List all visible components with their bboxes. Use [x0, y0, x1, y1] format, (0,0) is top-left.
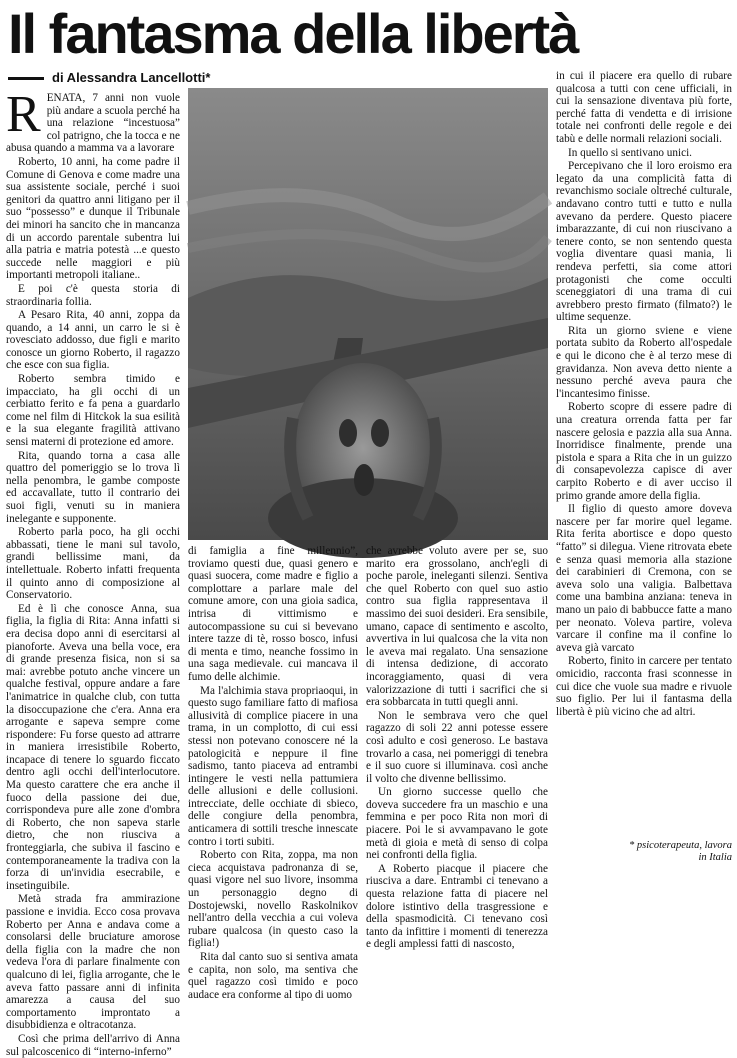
byline	[8, 69, 210, 87]
paragraph: di famiglia a fine millennio”, troviamo questi due, quasi genero e quasi suocera, come madre e figlio a complottare a parlare male del comune amore, con una gioia sadica, intrisa di vittimismo e autocompassione su cui si bevevano intere tazze di tè, rosso bosco, infusi di menta e timo, neanche fossimo in una saga medievale. cui mancava il fumo delle alchimie.	[188, 545, 358, 683]
column-1	[6, 86, 180, 1058]
paragraph: Roberto parla poco, ha gli occhi abbassati, tiene le mani sul tavolo, grandi bellissime mani, da intellettuale. Roberto infatti frequenta il quinto anno di composizione al Conservatorio.	[6, 526, 180, 602]
paragraph: Rita, quando torna a casa alle quattro del pomeriggio se lo trova lì nella penombra, le gambe composte ed accavallate, tutto il contrario dei suoi figli, venuti su in maniera inelegante e supponente.	[6, 449, 180, 525]
paragraph: Roberto sembra timido e impacciato, ha gli occhi di un cerbiatto ferito e fa pena a guardarlo come nel film di Hitckok la sua esilità e la sua elegante fragilità attivano sensi materni di protezione ed amore.	[6, 373, 180, 449]
author-footnote	[590, 840, 732, 864]
byline-text: di Alessandra Lancellotti*	[52, 70, 211, 85]
paragraph: Percepivano che il loro eroismo era legato da una complicità fatta di revanchismo sociale oltreché culturale, andavano contro tutti e tutto e nulla avevano da perdere. Questo piacere imbarazzante, di cui non riuscivano a tenere conto, se non sentendo questa voglia diventare quasi mania, li rendeva perfetti, sia come attori protagonisti che come occulti sceneggiatori di una trama di cui avrebbero presto firmato (filmato?) le ultime sequenze.	[556, 160, 732, 324]
paragraph: Non le sembrava vero che quel ragazzo di soli 22 anni potesse essere così adulto e così generoso. Le bastava trovarlo a casa, nei pomeriggi di tenebra e il suo cuore si illuminava. così anche il volto che divenne bellissimo.	[366, 709, 548, 785]
column-3	[366, 545, 548, 951]
paragraph: E poi c'è questa storia di straordinaria follia.	[6, 282, 180, 308]
paragraph	[6, 86, 180, 155]
paragraph: Così che prima dell'arrivo di Anna sul palcoscenico di “interno-inferno”	[6, 1032, 180, 1058]
paragraph: in cui il piacere era quello di rubare qualcosa a tutti con cene ufficiali, in cui la sensazione diventava più forte, perché fatta di vendetta e di irrisione totale nei confronti delle regole e dei tabù e delle normali relazioni sociali.	[556, 70, 732, 145]
paragraph: Un giorno successe quello che doveva succedere fra un maschio e una femmina e per poco Rita non morì di piacere. Poi le si avvampavano le gote metà di gioia e metà di senso di colpa nei confronti della figlia.	[366, 786, 548, 862]
byline-rule	[8, 77, 44, 80]
footnote-line: * psicoterapeuta, lavora	[629, 840, 732, 851]
footnote-line: in Italia	[698, 852, 732, 863]
drop-cap: R	[6, 86, 41, 143]
paragraph: Ed è lì che conosce Anna, sua figlia, la figlia di Rita: Anna infatti si era decisa dopo anni di esercitarsi al pianoforte. Aveva una bella voce, era di grande presenza fisica, non si sa mai: avrebbe potuto anche vincere un qualche festival, oppure andare a fare l'animatrice in qualche club, con tutta la disoccupazione che c'era. Anna era arrogante e sapeva sempre come rispondere: Fu forse questo ad attrarre in maniera irresistibile Roberto, incapace di tenere lo sguardo ficcato dentro agli occhi dell'interlocutore. Ma questo carattere che era anche il fuoco della passione dei due, corrispondeva pure alle zone d'ombra di Roberto, che non sapeva starle dietro, che non riusciva a fronteggiarla, che subiva il fascino e contemporaneamente la tradiva con la forza di un'invidia esecrabile, e insetinguibile.	[6, 602, 180, 892]
illustration-painting	[188, 88, 548, 540]
paragraph: Roberto con Rita, zoppa, ma non cieca acquistava padronanza di se, quasi vigore nel suo livore, insomma un personaggio degno di Dostojewski, novello Raskolnikov nell'antro della vecchia a cui voleva rubare qualcosa (in questo caso la figlia!)	[188, 849, 358, 950]
paragraph: A Roberto piacque il piacere che riusciva a dare. Entrambi ci tenevano a questa relazione fatta di piacere nel dolore istintivo della trasgressione e della spasmodicità. Ci tenevano così tanto da infittire i momenti di tenerezza e degli amplessi fatti di nascosto,	[366, 862, 548, 951]
paragraph: Il figlio di questo amore doveva nascere per far morire quel legame. Rita ferita abortisce e dopo questo “fatto” si dilegua. Viene ritrovata ebete e senza quasi memoria alla stazione dei carabinieri di Cremona, con se aveva solo una valigia. Balbettava come una bambina anziana: teneva in mano un paio di babbucce fatte a mano per neonato. Voleva partire, voleva varcare il confine ma il confine lo aveva già varcato	[556, 503, 732, 654]
paragraph: Ma l'alchimia stava propriaoqui, in questo sugo familiare fatto di mafiosa allusività di complice piacere in una trama, in un complotto, di cui essi stessi non potevano conoscere né la patologicità e neppure il fine sadismo, tanto piaceva ad entrambi intingere le vesti nella pattumiera delle allusioni e delle collusioni. intrecciate, delle occhiate di sbieco, delle congiure della penombra, anticamera di sottili tresche innescate contro i torti subiti.	[188, 684, 358, 848]
paragraph-text: ENATA, 7 anni non vuole più andare a scuola perché ha una relazione “incestuosa” col patrigno, che la tocca e ne abusa quando a mamma va a lavorare	[6, 92, 180, 155]
paragraph: Roberto, finito in carcere per tentato omicidio, racconta frasi sconnesse in cui dice che vuole sua madre e rivuole suo figlio. Per lui il fantasma della libertà è più vicino che ad altri.	[556, 655, 732, 718]
article-title: Il fantasma della libertà	[8, 2, 578, 65]
paragraph: Roberto, 10 anni, ha come padre il Comune di Genova e come madre una sua assistente sociale, perché i suoi genitori da quattro anni litigano per il suo “possesso” e dunque il Tribunale dei minori ha sancito che in mancanza di un accordo parentale subentra lui alla patria e matria potestà ...e questo succede nelle maggiori e più importanti metropoli italiane..	[6, 155, 180, 282]
paragraph: che avrebbe voluto avere per se, suo marito era grossolano, anch'egli di poche parole, ineleganti silenzi. Sentiva che quel Roberto con quel suo astio contro sua figlia rappresentava il massimo dei suoi desideri. Era sensibile, umano, capace di sentimento e ascolto, avvertiva in lui qualcosa che la vita non le aveva mai regalato. Una sensazione di intensa dedizione, di accorato incoraggiamento, quasi di vera valorizzazione di tutti i sacrifici che si era sobbarcata in tutti quegli anni.	[366, 545, 548, 709]
column-4	[556, 70, 732, 800]
painting-image	[188, 88, 548, 540]
paragraph: In quello si sentivano unici.	[568, 146, 692, 159]
paragraph: Rita un giorno sviene e viene portata subito da Roberto all'ospedale e qui le dicono che è al terzo mese di gravidanza. Non aveva detto niente a nessuno perché aveva paura che l'incantesimo finisse.	[556, 324, 732, 400]
paragraph: Metà strada fra ammirazione passione e invidia. Ecco cosa provava Roberto per Anna e andava come a consolarsi delle bruciature amorose della figlia con la madre che non vedeva l'ora di parlare finalmente con qualcuno di lei, figlia arrogante, che le aveva fatto passare anni di infinita amarezza a causa del suo comportamento improntato a disubbidienza e oltracotanza.	[6, 893, 180, 1032]
paragraph: Roberto scopre di essere padre di una creatura orrenda fatta per far nascere gelosia e pazzia alla sua Anna. Inorridisce finalmente, prende una pistola e spara a Rita che in un guizzo di consapevolezza capisce di aver carpito Roberto e di aver ucciso il primo grande amore della figlia.	[556, 401, 732, 502]
paragraph: A Pesaro Rita, 40 anni, zoppa da quando, a 14 anni, un carro le si è rovesciato addosso, due figli e marito conosce un giorno Roberto, il ragazzo che esce con sua figlia.	[6, 309, 180, 372]
paragraph: Rita dal canto suo si sentiva amata e capita, non solo, ma sentiva che quel ragazzo così timido e poco audace era conforme al tipo di uomo	[188, 951, 358, 1001]
column-2	[188, 545, 358, 1001]
